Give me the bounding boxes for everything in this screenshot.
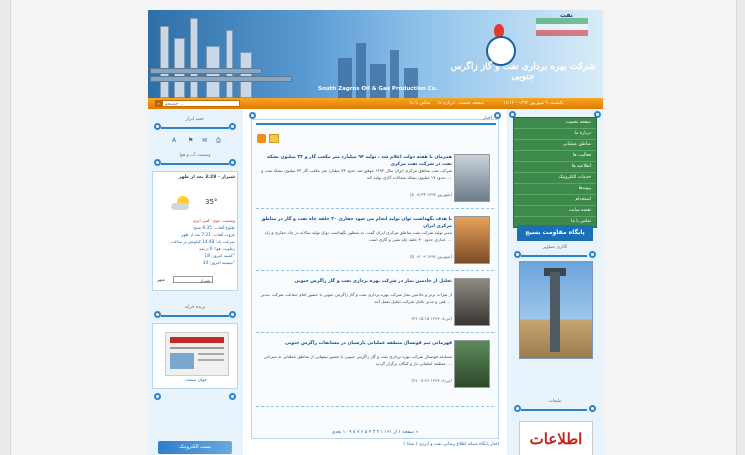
ring-decoration [229,159,236,166]
skyline-building [370,64,386,98]
news-item-title[interactable]: قهرمانی تیم فوتسال منطقه عملیاتی پارسیان در مسابقات زاگرس جنوبی [284,341,452,346]
newspaper-line [198,353,224,355]
temperature: 35° [205,198,218,206]
ettelaat-logo-text: اطلاعات [529,430,583,448]
ring-decoration [514,251,521,258]
search-input[interactable]: جستجو ... [162,100,240,107]
weather-line: سرعت باد: 14.48 کیلومتر بر ساعت [170,239,235,244]
email-service-button[interactable]: پست الکترونیک [158,441,232,454]
ads-header [513,399,597,415]
weather-line: طلوع آفتاب: 6:35 صبح [193,225,235,230]
news-thumbnail[interactable] [454,340,490,388]
tools-title: جعبه ابزار [185,117,205,122]
news-item[interactable] [256,148,494,209]
menu-item-regions[interactable]: مناطق عملیاتی [514,140,596,151]
newspaper-line [170,347,224,349]
bookmark-icon[interactable]: ⚑ [188,137,194,144]
news-item[interactable] [256,334,494,407]
news-item-body: مدیر تولید شرکت نفت مناطق مرکزی ایران گفت: به منظور نگهداشت توان تولید سالانه در چاه حفاری و راه اندازی حدود ۳۰ حلقه چاه نفتی و گازی است. ... [264,230,452,242]
news-item-date: (۲۹ مرداد ۱۳۹۳ ۰۸:۲۹) [411,378,452,383]
site-page [148,10,603,455]
news-item-body: از نفرات برتر و خادمین نماز شرکت بهره برداری نفت و گاز زاگرس جنوبی با حضور امام جماعت شرکت ،مدیر فنی و مدیر عامل شرکت تجلیل بعمل آمد. ... [261,292,452,304]
header-bar [161,315,229,317]
menu-item-contact[interactable]: تماس با ما [571,219,591,224]
header-bar [521,255,587,257]
refinery-tower [240,52,252,98]
refinery-tower [160,26,169,98]
ring-decoration [589,405,596,412]
search-button[interactable]: » [155,100,162,107]
news-item-title[interactable]: همزمان با هفته دولت اعلام شد ، تولید ۹۴ میلیارد متر مکعب گاز و ۳۳ میلیون بشکه نفت در شرکت نفت مرکزی [267,155,452,167]
weather-location-time: شیراز - 3:29 بعد از ظهر [178,175,235,180]
menu-item-eservices[interactable]: خدمات الکترونیک [514,173,596,184]
newspaper-thumbnail[interactable] [165,332,229,376]
top-navigation [148,98,603,109]
menu-item-jobs[interactable]: استخدام [514,195,596,206]
skyline-building [338,58,352,98]
news-box [251,116,499,439]
newspaper-caption[interactable]: جهان صنعت [185,378,207,383]
ring-decoration [154,123,161,130]
header-bar [161,163,229,165]
menu-item-notices[interactable]: اطلاعیه ها [514,162,596,173]
newspaper-masthead [170,337,224,343]
nav-link-contact[interactable]: تماس با ما [410,101,431,106]
ring-decoration [514,405,521,412]
nav-link-about[interactable]: درباره ما [438,101,455,106]
news-item-date: (۵ شهریور ۱۳۹۳ ۰۸:۳۴) [409,192,452,197]
menu-item-links[interactable]: پیوندها [514,184,596,195]
ring-decoration [249,112,256,119]
weather-box [152,171,238,291]
site-header [148,10,603,98]
cloud-icon [171,203,189,210]
city-select[interactable]: شیراز [173,276,213,283]
ring-decoration [229,393,236,400]
weather-title: وضعیت آب و هوا [179,153,211,158]
right-sidebar [507,109,603,455]
weather-line: کمینه امروز: 18° [204,253,235,258]
ring-decoration [154,159,161,166]
menu-item-about[interactable]: درباره ما [514,129,596,140]
main-content [245,109,505,455]
news-item-title[interactable]: تجلیل از خادمین نماز در شرکت بهره برداری نفت و گاز زاگرس جنوبی [294,279,452,284]
ring-decoration [154,311,161,318]
gallery-header [513,245,597,261]
news-item-date: (۲۹ مرداد ۱۳۹۳ ۱۵:۱۵) [411,316,452,321]
pagination[interactable]: صفحه ۱ از ۱۶۱ ۱ ۲ ۳ ۴ ۵ ۶ ۷ ۸ ۹ ۱۰ بعدی » [331,430,419,435]
newspapers-title: بریده جراید [184,305,206,310]
print-icon[interactable]: ⎙ [216,137,221,144]
menu-item-home[interactable]: صفحه نخست [514,118,596,129]
main-menu [513,117,597,228]
refinery-tower [190,18,198,98]
shana-feed-link[interactable]: اخبار پایگاه شبکه اطلاع رسانی نفت و انرژی ( شانا ) [403,442,499,447]
ettelaat-banner[interactable] [519,421,593,455]
menu-item-activities[interactable]: فعالیت ها [514,151,596,162]
basij-banner[interactable]: پایگاه مقاومت بسیج [517,225,593,241]
pipeline [150,76,292,82]
skyline-building [404,68,418,98]
news-item[interactable] [256,210,494,271]
ring-decoration [229,123,236,130]
archive-icon[interactable] [269,134,279,143]
company-name-en: South Zagros Oil & Gas Production Co. [318,86,438,92]
weather-line: وضعیت جوی: کمی ابری [192,218,235,223]
gallery-photo[interactable] [519,261,593,359]
email-icon[interactable]: ✉ [202,137,208,144]
tools-header [152,117,238,133]
current-date: یکشنبه، ۹ شهریور ۱۳۹۳ - ۱۸:۱۲ [503,101,564,106]
gallery-title: گالری تصاویر [542,245,568,250]
rss-icon[interactable] [257,134,266,143]
font-icon[interactable]: A [172,137,177,144]
newspaper-line [198,359,224,361]
ads-title: تبلیغات [548,399,562,404]
company-name-fa: شرکت بهره برداری نفت و گاز زاگرس جنوبی [450,62,596,82]
news-item-title[interactable]: با هدف نگهداشت توان تولید انجام می شود حفاری ۳۰ حلقه چاه نفت و گاز در مناطق مرکزی ایران [261,217,452,229]
weather-line: بیشینه امروز: 34° [202,260,235,265]
news-item[interactable] [256,272,494,333]
nav-link-home[interactable]: صفحه نخست [458,101,484,106]
pipeline [150,68,262,74]
newspaper-photo [170,353,194,369]
news-item-body: مسابقه فوتسال شرکت بهره برداری نفت و گاز زاگرس جنوبی با حضور تیمهایی از مناطق عملیاتی به میزبانی منطقه عملیاتی نار و کنگان برگزار گردید. ... [263,354,452,366]
weather-line: غروب آفتاب: 7:21 بعد از ظهر [181,232,235,237]
news-thumbnail[interactable] [454,278,490,326]
header-bar [161,127,229,129]
news-thumbnail[interactable] [454,154,490,202]
news-item-body: شرکت نفت مناطق مرکزی ایران سال ۱۳۹۲ موفق شد حدود ۹۴ میلیارد متر مکعب گاز ۳۳ میلیون بشکه نفت و حدود ۱۷ میلیون بشکه میعانات گازی تولید کند. ... [261,168,452,180]
weather-line: رطوبت هوا: 6 درصد [198,246,235,251]
ring-decoration [154,393,161,400]
news-item-date: (۵ شهریور ۱۳۹۳ ۰۸:۰۹) [409,254,452,259]
news-title: اخبار [482,116,492,121]
newspaper-box [152,323,238,389]
city-select-label: شهر [157,277,165,282]
left-sidebar [148,109,243,455]
menu-item-sitemap[interactable]: نقشه سایت [514,206,596,217]
header-bar [521,409,587,411]
weather-header [152,153,238,169]
ring-decoration [494,112,501,119]
newspapers-header [152,305,238,321]
refinery-tower [226,30,233,98]
news-thumbnail[interactable] [454,216,490,264]
tower-body [550,272,560,352]
corner-logo-text: نفت [560,12,573,19]
header-bar [256,123,496,125]
ring-decoration [589,251,596,258]
ring-decoration [229,311,236,318]
